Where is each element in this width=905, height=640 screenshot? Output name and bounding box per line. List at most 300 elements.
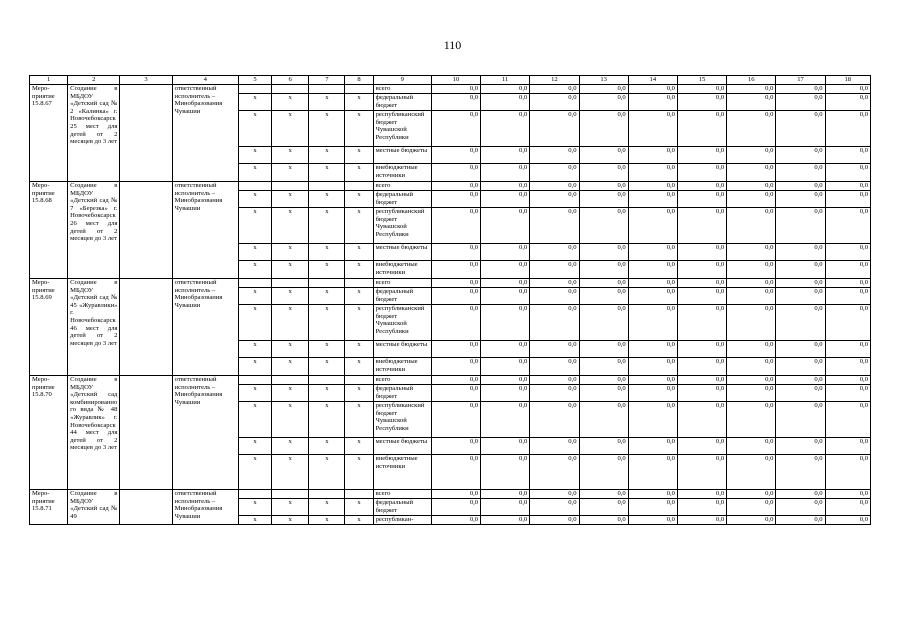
- funding-source: местные бюджеты: [373, 244, 431, 261]
- code-mark-cell: x: [272, 358, 309, 376]
- funding-value: 0,0: [431, 191, 480, 208]
- funding-value: 0,0: [677, 455, 726, 490]
- funding-value: 0,0: [825, 305, 870, 341]
- funding-value: 0,0: [530, 305, 579, 341]
- column-number-17: 17: [776, 76, 825, 85]
- code-mark-cell: x: [238, 455, 271, 490]
- funding-source: внебюджетные источники: [373, 164, 431, 182]
- funding-value: 0,0: [727, 182, 776, 191]
- code-mark-cell: x: [272, 288, 309, 305]
- funding-value: 0,0: [579, 305, 628, 341]
- funding-value: 0,0: [579, 358, 628, 376]
- funding-value: 0,0: [628, 182, 677, 191]
- code-mark-cell: x: [272, 191, 309, 208]
- funding-value: 0,0: [481, 305, 530, 341]
- code-mark-cell: x: [272, 341, 309, 358]
- code-mark-cell: [272, 490, 309, 499]
- funding-value: 0,0: [628, 147, 677, 164]
- funding-value: 0,0: [825, 182, 870, 191]
- funding-value: 0,0: [628, 376, 677, 385]
- funding-value: 0,0: [481, 455, 530, 490]
- funding-value: 0,0: [530, 208, 579, 244]
- code-mark-cell: x: [345, 455, 373, 490]
- funding-value: 0,0: [677, 182, 726, 191]
- funding-value: 0,0: [628, 279, 677, 288]
- funding-value: 0,0: [628, 111, 677, 147]
- funding-source: республиканский бюджет Чувашской Республики: [373, 402, 431, 438]
- funding-value: 0,0: [825, 358, 870, 376]
- funding-value: 0,0: [776, 261, 825, 279]
- funding-value: 0,0: [481, 261, 530, 279]
- funding-value: 0,0: [431, 376, 480, 385]
- funding-source: внебюджетные источники: [373, 261, 431, 279]
- funding-source: республиканский бюджет Чувашской Республики: [373, 208, 431, 244]
- funding-value: 0,0: [677, 85, 726, 94]
- code-mark-cell: x: [272, 261, 309, 279]
- funding-value: 0,0: [530, 341, 579, 358]
- column-3-cell: [120, 376, 172, 490]
- code-mark-cell: x: [272, 244, 309, 261]
- funding-source: федеральный бюджет: [373, 288, 431, 305]
- code-mark-cell: [345, 279, 373, 288]
- funding-value: 0,0: [431, 164, 480, 182]
- funding-value: 0,0: [776, 182, 825, 191]
- column-number-10: 10: [431, 76, 480, 85]
- code-mark-cell: [272, 279, 309, 288]
- code-mark-cell: [272, 376, 309, 385]
- code-mark-cell: x: [238, 438, 271, 455]
- code-mark-cell: x: [309, 402, 345, 438]
- funding-value: 0,0: [776, 385, 825, 402]
- code-mark-cell: x: [345, 244, 373, 261]
- funding-source: местные бюджеты: [373, 438, 431, 455]
- code-mark-cell: x: [238, 516, 271, 525]
- funding-value: 0,0: [677, 147, 726, 164]
- code-mark-cell: x: [345, 305, 373, 341]
- funding-value: 0,0: [727, 376, 776, 385]
- code-mark-cell: x: [272, 385, 309, 402]
- funding-value: 0,0: [776, 516, 825, 525]
- funding-value: 0,0: [776, 191, 825, 208]
- funding-value: 0,0: [677, 244, 726, 261]
- code-mark-cell: [309, 182, 345, 191]
- funding-value: 0,0: [530, 376, 579, 385]
- funding-value: 0,0: [431, 499, 480, 516]
- funding-value: 0,0: [628, 499, 677, 516]
- funding-value: 0,0: [727, 94, 776, 111]
- funding-value: 0,0: [628, 164, 677, 182]
- funding-value: 0,0: [431, 244, 480, 261]
- funding-value: 0,0: [776, 164, 825, 182]
- funding-value: 0,0: [481, 182, 530, 191]
- funding-row: [30, 376, 871, 385]
- funding-source: федеральный бюджет: [373, 191, 431, 208]
- code-mark-cell: x: [345, 499, 373, 516]
- code-mark-cell: x: [309, 438, 345, 455]
- funding-value: 0,0: [530, 164, 579, 182]
- funding-value: 0,0: [825, 490, 870, 499]
- code-mark-cell: x: [238, 147, 271, 164]
- funding-value: 0,0: [677, 305, 726, 341]
- funding-value: 0,0: [431, 341, 480, 358]
- column-number-13: 13: [579, 76, 628, 85]
- funding-value: 0,0: [825, 438, 870, 455]
- funding-value: 0,0: [579, 402, 628, 438]
- column-number-row: [30, 76, 871, 85]
- funding-value: 0,0: [776, 94, 825, 111]
- funding-value: 0,0: [825, 208, 870, 244]
- code-mark-cell: x: [309, 288, 345, 305]
- code-mark-cell: x: [309, 305, 345, 341]
- funding-source: всего: [373, 490, 431, 499]
- funding-value: 0,0: [431, 455, 480, 490]
- funding-value: 0,0: [431, 182, 480, 191]
- code-mark-cell: x: [272, 455, 309, 490]
- code-mark-cell: x: [238, 244, 271, 261]
- funding-value: 0,0: [825, 111, 870, 147]
- funding-value: 0,0: [530, 438, 579, 455]
- funding-value: 0,0: [628, 261, 677, 279]
- code-mark-cell: [238, 85, 271, 94]
- funding-value: 0,0: [677, 516, 726, 525]
- code-mark-cell: [309, 279, 345, 288]
- funding-value: 0,0: [677, 164, 726, 182]
- funding-value: 0,0: [481, 516, 530, 525]
- funding-value: 0,0: [628, 208, 677, 244]
- funding-value: 0,0: [579, 385, 628, 402]
- code-mark-cell: x: [345, 516, 373, 525]
- funding-value: 0,0: [727, 516, 776, 525]
- code-mark-cell: [345, 85, 373, 94]
- funding-value: 0,0: [677, 288, 726, 305]
- code-mark-cell: [238, 490, 271, 499]
- funding-value: 0,0: [776, 279, 825, 288]
- funding-value: 0,0: [628, 341, 677, 358]
- funding-source: местные бюджеты: [373, 341, 431, 358]
- funding-source: всего: [373, 182, 431, 191]
- funding-value: 0,0: [825, 288, 870, 305]
- funding-value: 0,0: [530, 288, 579, 305]
- funding-value: 0,0: [481, 341, 530, 358]
- code-mark-cell: x: [238, 288, 271, 305]
- code-mark-cell: x: [272, 164, 309, 182]
- code-mark-cell: x: [309, 191, 345, 208]
- code-mark-cell: [272, 182, 309, 191]
- funding-value: 0,0: [481, 244, 530, 261]
- responsible-executor: ответственный исполнитель – Минобразования Чувашии: [172, 182, 238, 279]
- code-mark-cell: x: [272, 208, 309, 244]
- code-mark-cell: x: [309, 147, 345, 164]
- funding-value: 0,0: [727, 438, 776, 455]
- funding-value: 0,0: [727, 385, 776, 402]
- funding-value: 0,0: [579, 376, 628, 385]
- code-mark-cell: [309, 490, 345, 499]
- funding-value: 0,0: [579, 279, 628, 288]
- funding-value: 0,0: [431, 85, 480, 94]
- funding-source: внебюджетные источники: [373, 358, 431, 376]
- funding-value: 0,0: [825, 147, 870, 164]
- funding-value: 0,0: [727, 164, 776, 182]
- code-mark-cell: [309, 85, 345, 94]
- funding-value: 0,0: [579, 438, 628, 455]
- funding-value: 0,0: [530, 455, 579, 490]
- measure-code: Меро-приятие 15.8.68: [30, 182, 68, 279]
- funding-value: 0,0: [727, 341, 776, 358]
- table-body: [30, 85, 871, 525]
- funding-value: 0,0: [677, 376, 726, 385]
- code-mark-cell: x: [272, 438, 309, 455]
- measure-code: Меро-приятие 15.8.69: [30, 279, 68, 376]
- code-mark-cell: x: [345, 147, 373, 164]
- funding-value: 0,0: [481, 85, 530, 94]
- column-number-9: 9: [373, 76, 431, 85]
- funding-value: 0,0: [579, 261, 628, 279]
- funding-value: 0,0: [825, 244, 870, 261]
- funding-value: 0,0: [481, 288, 530, 305]
- code-mark-cell: x: [238, 358, 271, 376]
- funding-value: 0,0: [481, 94, 530, 111]
- funding-value: 0,0: [530, 358, 579, 376]
- funding-value: 0,0: [431, 261, 480, 279]
- code-mark-cell: x: [272, 111, 309, 147]
- funding-value: 0,0: [677, 208, 726, 244]
- funding-value: 0,0: [727, 402, 776, 438]
- funding-value: 0,0: [727, 208, 776, 244]
- funding-value: 0,0: [481, 385, 530, 402]
- code-mark-cell: [238, 182, 271, 191]
- funding-value: 0,0: [431, 516, 480, 525]
- funding-row: [30, 490, 871, 499]
- code-mark-cell: x: [238, 208, 271, 244]
- funding-source: внебюджетные источники: [373, 455, 431, 490]
- funding-value: 0,0: [776, 455, 825, 490]
- code-mark-cell: x: [345, 358, 373, 376]
- responsible-executor: ответственный исполнитель – Минобразования Чувашии: [172, 490, 238, 525]
- funding-value: 0,0: [431, 385, 480, 402]
- funding-value: 0,0: [481, 147, 530, 164]
- funding-value: 0,0: [530, 111, 579, 147]
- funding-value: 0,0: [530, 402, 579, 438]
- funding-value: 0,0: [677, 279, 726, 288]
- funding-value: 0,0: [481, 499, 530, 516]
- funding-value: 0,0: [579, 94, 628, 111]
- funding-value: 0,0: [727, 279, 776, 288]
- funding-value: 0,0: [628, 305, 677, 341]
- funding-value: 0,0: [727, 288, 776, 305]
- funding-value: 0,0: [431, 288, 480, 305]
- funding-value: 0,0: [628, 438, 677, 455]
- funding-value: 0,0: [481, 164, 530, 182]
- funding-value: 0,0: [530, 182, 579, 191]
- funding-value: 0,0: [530, 385, 579, 402]
- measure-name: Создание в МБДОУ «Детский сад № 45 «Журавлики» г. Новочебоксарск 46 мест для детей от 2 месяцев до 3 лет: [68, 279, 120, 376]
- funding-value: 0,0: [579, 147, 628, 164]
- funding-value: 0,0: [628, 85, 677, 94]
- column-number-12: 12: [530, 76, 579, 85]
- funding-value: 0,0: [579, 244, 628, 261]
- measure-code: Меро-приятие 15.8.67: [30, 85, 68, 182]
- code-mark-cell: x: [345, 208, 373, 244]
- funding-value: 0,0: [727, 261, 776, 279]
- funding-value: 0,0: [727, 191, 776, 208]
- funding-value: 0,0: [825, 376, 870, 385]
- responsible-executor: ответственный исполнитель – Минобразования Чувашии: [172, 279, 238, 376]
- code-mark-cell: x: [309, 358, 345, 376]
- funding-value: 0,0: [825, 455, 870, 490]
- code-mark-cell: x: [309, 94, 345, 111]
- code-mark-cell: x: [238, 402, 271, 438]
- responsible-executor: ответственный исполнитель – Минобразования Чувашии: [172, 85, 238, 182]
- code-mark-cell: x: [309, 455, 345, 490]
- code-mark-cell: x: [345, 341, 373, 358]
- code-mark-cell: x: [309, 499, 345, 516]
- code-mark-cell: x: [238, 164, 271, 182]
- funding-value: 0,0: [481, 438, 530, 455]
- funding-value: 0,0: [776, 376, 825, 385]
- funding-value: 0,0: [825, 191, 870, 208]
- funding-value: 0,0: [579, 288, 628, 305]
- code-mark-cell: x: [309, 385, 345, 402]
- funding-value: 0,0: [431, 94, 480, 111]
- funding-value: 0,0: [530, 191, 579, 208]
- funding-source: республиканский бюджет Чувашской Республики: [373, 305, 431, 341]
- code-mark-cell: x: [309, 244, 345, 261]
- funding-value: 0,0: [579, 516, 628, 525]
- code-mark-cell: x: [238, 191, 271, 208]
- funding-value: 0,0: [530, 94, 579, 111]
- code-mark-cell: [345, 490, 373, 499]
- funding-value: 0,0: [530, 499, 579, 516]
- measure-name: Создание в МБДОУ «Детский сад комбинированного вида № 48 «Журавлик» г. Новочебоксарск 44 мест для детей от 2 месяцев до 3 лет: [68, 376, 120, 490]
- funding-value: 0,0: [776, 85, 825, 94]
- code-mark-cell: x: [309, 111, 345, 147]
- funding-value: 0,0: [481, 208, 530, 244]
- funding-value: 0,0: [579, 499, 628, 516]
- code-mark-cell: x: [345, 94, 373, 111]
- funding-value: 0,0: [628, 288, 677, 305]
- code-mark-cell: x: [272, 94, 309, 111]
- column-number-14: 14: [628, 76, 677, 85]
- funding-value: 0,0: [481, 376, 530, 385]
- funding-row: [30, 182, 871, 191]
- measure-code: Меро-приятие 15.8.71: [30, 490, 68, 525]
- code-mark-cell: x: [309, 164, 345, 182]
- funding-value: 0,0: [677, 490, 726, 499]
- column-number-6: 6: [272, 76, 309, 85]
- column-number-16: 16: [727, 76, 776, 85]
- code-mark-cell: x: [272, 305, 309, 341]
- funding-value: 0,0: [530, 490, 579, 499]
- code-mark-cell: [238, 376, 271, 385]
- column-number-7: 7: [309, 76, 345, 85]
- funding-value: 0,0: [776, 341, 825, 358]
- funding-value: 0,0: [727, 499, 776, 516]
- funding-value: 0,0: [530, 516, 579, 525]
- responsible-executor: ответственный исполнитель – Минобразования Чувашии: [172, 376, 238, 490]
- code-mark-cell: x: [309, 341, 345, 358]
- funding-value: 0,0: [776, 147, 825, 164]
- funding-value: 0,0: [677, 402, 726, 438]
- funding-source: федеральный бюджет: [373, 385, 431, 402]
- funding-value: 0,0: [431, 438, 480, 455]
- code-mark-cell: [238, 279, 271, 288]
- funding-source: местные бюджеты: [373, 147, 431, 164]
- funding-value: 0,0: [431, 208, 480, 244]
- code-mark-cell: x: [238, 305, 271, 341]
- measure-name: Создание в МБДОУ «Детский сад № 2 «Калинка» г. Новочебоксарск 25 мест для детей от 2 месяцев до 3 лет: [68, 85, 120, 182]
- code-mark-cell: x: [238, 261, 271, 279]
- code-mark-cell: x: [345, 261, 373, 279]
- funding-source: республиканский бюджет Чувашской Республики: [373, 111, 431, 147]
- code-mark-cell: x: [309, 261, 345, 279]
- funding-row: [30, 85, 871, 94]
- column-number-3: 3: [120, 76, 172, 85]
- column-number-5: 5: [238, 76, 271, 85]
- program-table-wrap: [29, 75, 871, 525]
- funding-value: 0,0: [579, 191, 628, 208]
- column-3-cell: [120, 490, 172, 525]
- funding-value: 0,0: [776, 499, 825, 516]
- funding-source: всего: [373, 279, 431, 288]
- funding-value: 0,0: [481, 191, 530, 208]
- code-mark-cell: x: [345, 111, 373, 147]
- funding-value: 0,0: [530, 85, 579, 94]
- funding-value: 0,0: [727, 490, 776, 499]
- funding-value: 0,0: [628, 358, 677, 376]
- code-mark-cell: x: [238, 385, 271, 402]
- funding-value: 0,0: [677, 438, 726, 455]
- measure-name: Создание в МБДОУ «Детский сад № 7 «Березка» г. Новочебоксарск 26 мест для детей от 2 месяцев до 3 лет: [68, 182, 120, 279]
- column-number-8: 8: [345, 76, 373, 85]
- funding-value: 0,0: [431, 305, 480, 341]
- funding-value: 0,0: [579, 164, 628, 182]
- code-mark-cell: x: [238, 94, 271, 111]
- funding-value: 0,0: [776, 305, 825, 341]
- funding-value: 0,0: [677, 191, 726, 208]
- funding-value: 0,0: [776, 402, 825, 438]
- funding-value: 0,0: [677, 94, 726, 111]
- column-number-15: 15: [677, 76, 726, 85]
- funding-value: 0,0: [727, 244, 776, 261]
- code-mark-cell: x: [345, 191, 373, 208]
- funding-value: 0,0: [628, 191, 677, 208]
- column-3-cell: [120, 182, 172, 279]
- code-mark-cell: [345, 182, 373, 191]
- funding-value: 0,0: [481, 402, 530, 438]
- code-mark-cell: x: [345, 438, 373, 455]
- funding-value: 0,0: [431, 358, 480, 376]
- measure-code: Меро-приятие 15.8.70: [30, 376, 68, 490]
- funding-value: 0,0: [579, 208, 628, 244]
- funding-value: 0,0: [530, 279, 579, 288]
- funding-source: республикан-: [373, 516, 431, 525]
- funding-value: 0,0: [825, 94, 870, 111]
- funding-value: 0,0: [677, 499, 726, 516]
- code-mark-cell: x: [238, 499, 271, 516]
- code-mark-cell: [309, 376, 345, 385]
- funding-value: 0,0: [677, 358, 726, 376]
- funding-value: 0,0: [825, 261, 870, 279]
- code-mark-cell: x: [272, 499, 309, 516]
- funding-value: 0,0: [579, 455, 628, 490]
- code-mark-cell: [272, 85, 309, 94]
- funding-source: всего: [373, 85, 431, 94]
- funding-value: 0,0: [677, 341, 726, 358]
- column-number-4: 4: [172, 76, 238, 85]
- funding-value: 0,0: [825, 385, 870, 402]
- funding-value: 0,0: [776, 111, 825, 147]
- funding-value: 0,0: [776, 244, 825, 261]
